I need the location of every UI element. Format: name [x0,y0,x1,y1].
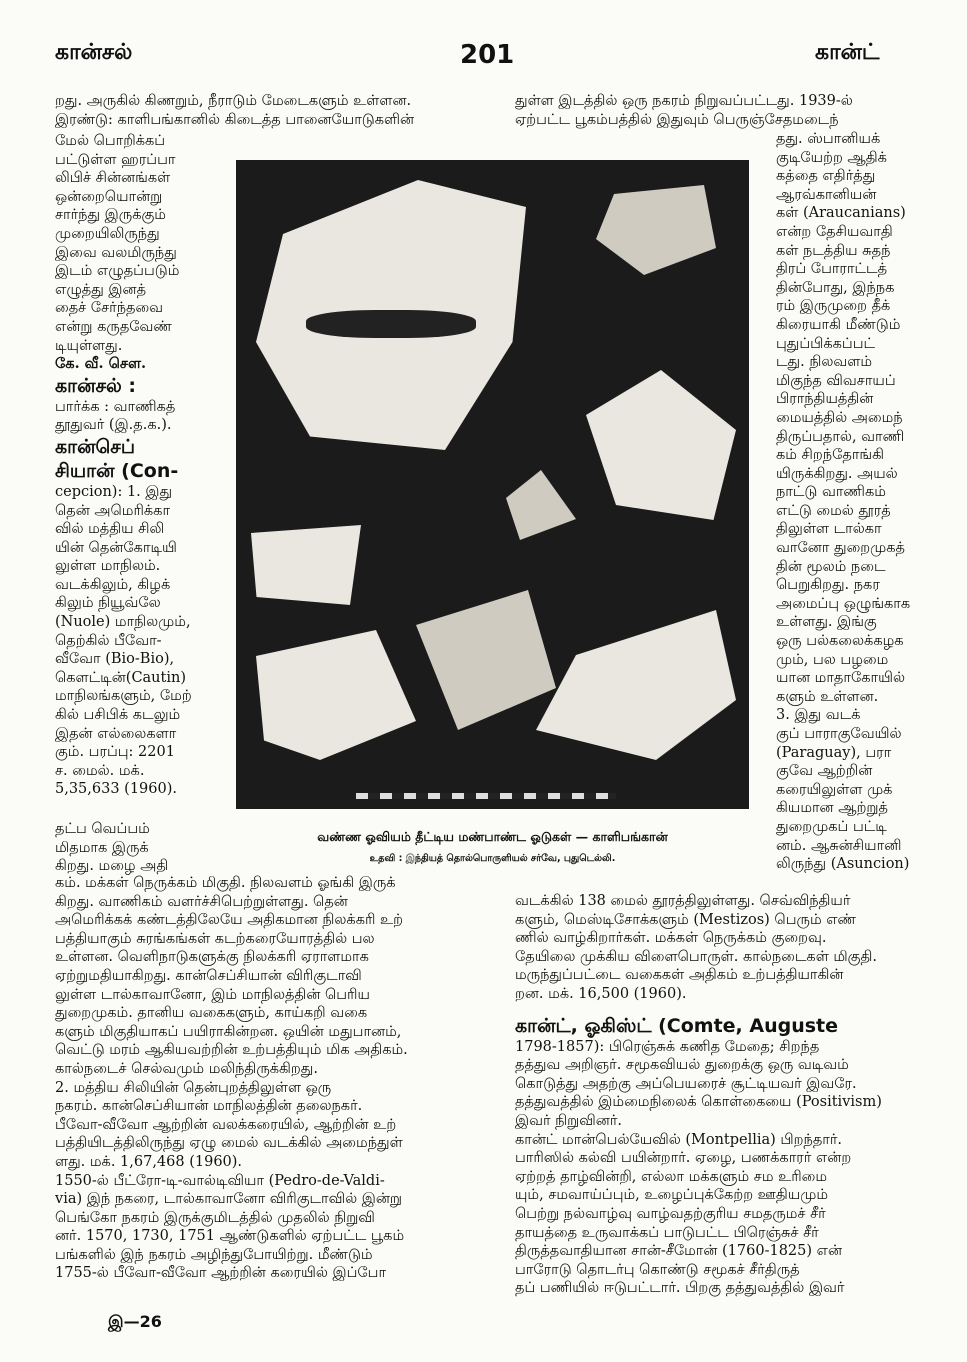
text-line: பார்க்க : வாணிகத் [55,398,176,415]
text-line: நகரம். கான்செப்சியான் மாநிலத்தின் தலைநகர். [55,1098,363,1115]
text-line: தேயிலை முக்கிய விளைபொருள். கால்நடைகள் மிகுதி. [515,948,877,965]
text-line: தின்போது, இந்நக [776,279,895,296]
text-line: மருந்துப்பட்டை வகைகள் அதிகம் உற்பத்தியாகின் [515,967,844,984]
text-line: களும், மெஸ்டிசோக்களும் (Mestizos) பெரும் எண் [515,911,856,928]
text-line: திலுள்ள டால்கா [776,521,882,538]
small-shard-top-right [596,185,716,275]
text-line: இவர் நிறுவினர். [515,1112,623,1129]
small-triangle-shard [506,470,576,540]
text-line: தது. ஸ்பானியக் [776,131,881,147]
text-line: கிலும் நியூவ்லே [55,595,161,612]
text-line: திருத்தவாதியான சான்-சீமோன் (1760-1825) என் [515,1243,843,1260]
text-line: ஒன்றையொன்று [55,188,163,205]
signature-mark: இ—26 [108,1312,162,1331]
text-line: வானோ துறைமுகத் [776,540,905,557]
text-line: டது. நிலவளம் [776,354,873,371]
text-line: பெங்கோ நகரம் இருக்குமிடத்தில் முதலில் நிறுவி [55,1209,375,1226]
left-column-narrow-text-2 [55,820,225,876]
text-line: என்று கருதவேண் [55,318,172,335]
running-header-left: கான்சல் [55,40,133,65]
text-line: இரண்டு: காளிபங்கானில் கிடைத்த பானையோடுகளின் [55,111,415,128]
shard-bottom-left [256,630,416,760]
text-line: யும், சமவாய்ப்பும், உழைப்புக்கேற்ற ஊதியமும் [515,1187,829,1204]
text-line: இடம் எழுதப்படும் [55,263,180,280]
running-header-right: கான்ட் [815,40,880,65]
text-line: களும் உள்ளன. [776,688,879,705]
text-line: பீவோ-வீவோ ஆற்றின் வலக்கரையில், ஆற்றின் உற் [55,1116,397,1133]
text-line: வீவோ (Bio-Bio), [55,651,175,668]
text-line: சியான் (Con- [55,459,179,482]
text-line: கியமான ஆற்றுத் [776,800,888,817]
text-line: சார்ந்து இருக்கும் [55,207,166,224]
text-line: கும். பரப்பு: 2201 [55,744,175,761]
left-column-top-text [55,92,495,129]
text-line: டியுள்ளது. [55,337,123,354]
text-line: எட்டு மைல் தூரத் [776,502,891,519]
text-line: பாரிஸில் கல்வி பயின்றார். ஏழை, பணக்காரர் என்ற [515,1150,852,1167]
text-line: ஏற்பட்ட பூகம்பத்தில் இதுவும் பெருஞ்சேதமடைந் [515,111,839,128]
text-line: கம். மக்கள் நெருக்கம் மிகுதி. நிலவளம் ஓங்கி இருக் [55,875,396,891]
text-line: யின் தென்கோடியி [55,539,177,556]
text-line: மிதமாக இருக் [55,839,149,856]
text-line: கில் பசிபிக் கடலும் [55,707,181,724]
text-line: என்ற தேசியவாதி [776,223,893,240]
text-line: 1798-1857): பிரெஞ்சுக் கணித மேதை; சிறந்த [515,1038,820,1055]
text-line: கள் நடத்திய சுதந் [776,242,891,259]
text-line: கான்செப் [55,435,135,458]
text-line: ச. மைல். மக். [55,762,145,779]
text-line: றன. மக். 16,500 (1960). [515,985,687,1002]
text-line: புதுப்பிக்கப்பட் [776,335,876,352]
page-number: 201 [460,40,515,70]
text-line: அமெரிக்கக் கண்டத்திலேயே அதிகமான நிலக்கரி உற் [55,912,404,929]
text-line: கள் (Araucanians) [776,205,906,222]
right-column-narrow-text [776,130,936,874]
paraguay-continuation [515,892,935,1004]
text-line: பெற்று நல்வாழ்வு வாழ்வதற்குரிய சமதருமச் சீர் [515,1205,826,1222]
text-line: தத்துவ அறிஞர். சமூகவியல் துறைக்கு ஒரு வடிவம் [515,1057,849,1074]
text-line: வில் மத்திய சிலி [55,521,165,538]
text-line: தூதுவர் (இ.த.க.). [55,417,172,434]
text-line: ளது. மக். 1,67,468 (1960). [55,1153,243,1170]
text-line: (Nuole) மாநிலமும், [55,614,191,631]
shard-painting-mark [306,310,476,338]
text-line: கம் சிறந்தோங்கி [776,447,884,464]
text-line: லுள்ள மாநிலம். [55,558,161,575]
text-line: களும் மிகுதியாகப் பயிராகின்றன. ஒயின் மதுபானம், [55,1023,402,1040]
text-line: நாட்டு வாணிகம் [776,484,886,501]
text-line: கத்தை எதிர்த்து [776,168,876,185]
text-line: cepcion): 1. இது [55,483,173,500]
right-column-bottom-text [515,892,935,1298]
text-line: யிருக்கிறது. அயல் [776,465,898,482]
shard-right-middle [586,370,736,520]
text-line: ஆரவ்கானியன் [776,186,877,203]
text-line: கால்நடைச் செல்வமும் மலிந்திருக்கிறது. [55,1060,318,1077]
text-line: கொடுத்து அதற்கு அப்பெயரைச் சூட்டியவர் இவரே. [515,1075,857,1092]
text-line: குப் பாராகுவேயில் [776,726,902,742]
text-line: லிபிச் சின்னங்கள் [55,170,171,187]
text-line: தென் அமெரிக்கா [55,502,171,519]
pottery-shards-photo [236,160,749,809]
shard-left [251,525,361,605]
text-line: தட்ப வெப்பம் [55,821,150,837]
text-line: பத்தியிடத்திலிருந்து ஏழு மைல் வடக்கில் அமைந்துள் [55,1135,403,1152]
text-line: கான்ட் மான்பெல்யேவில் (Montpellia) பிறந்தார். [515,1131,843,1148]
text-line: மும், பல பழமை [776,651,889,668]
text-line: பங்களில் இந் நகரம் அழிந்துபோயிற்று. மீண்டும் [55,1246,373,1263]
text-line: குடியேற்ற ஆதிக் [776,149,887,166]
text-line: வடக்கிலும், கிழக் [55,576,171,593]
text-line: கௌட்டின்(Cautin) [55,669,186,686]
text-line: கரையிலுள்ள முக் [776,781,893,798]
text-line: திருப்பதால், வாணி [776,428,905,445]
text-line: via) இந் நகரை, டால்காவானோ விரிகுடாவில் இன்று [55,1191,403,1208]
text-line: ஏற்றுமதியாகிறது. கான்செப்சியான் விரிகுடாவி [55,967,362,984]
text-line: குவே ஆற்றின் [776,763,873,780]
text-line: பாரோடு தொடர்பு கொண்டு சமூகச் சீர்திருத் [515,1261,800,1278]
text-line: ணில் வாழ்கிறார்கள். மக்கள் நெருக்கம் குறைவு. [515,930,827,947]
figure-credit: உதவி : இந்தியத் தொல்பொருளியல் சர்வே, புதுடெல்லி. [369,853,616,864]
left-column-narrow-text [55,132,225,799]
text-line: உள்ளன. வெளிநாடுகளுக்கு நிலக்கரி ஏராளமாக [55,949,369,966]
text-line: இதன் எல்லைகளா [55,725,177,742]
comte-heading: கான்ட், ஓகிஸ்ட் (Comte, Auguste [515,1014,839,1037]
text-line: ஏற்றத் தாழ்வின்றி, எல்லா மக்களும் சம உரிமை [515,1168,828,1185]
text-line: கே. வீ. செள. [55,355,147,373]
text-line: எழுத்து இனத் [55,281,147,298]
shard-bottom-right [536,610,736,760]
text-line: பட்டுள்ள ஹரப்பா [55,151,176,168]
text-line: (Paraguay), பரா [776,744,892,761]
text-line: தத்துவத்தில் இம்மைநிலைக் கொள்கையை (Positivism) [515,1094,882,1111]
text-line: வடக்கில் 138 மைல் தூரத்திலுள்ளது. செவ்விந்தியர் [515,893,851,909]
text-line: ஒரு பல்கலைக்கழக [776,633,904,650]
text-line: திரப் போராட்டத் [776,261,888,278]
text-line: அமைப்பு ஒழுங்காக [776,595,911,612]
text-line: மேல் பொறிக்கப் [55,133,166,149]
text-line: தைச் சேர்ந்தவை [55,300,164,317]
text-line: றது. அருகில் கிணறும், நீராடும் மேடைகளும் உள்ளன. [55,93,412,109]
text-line: கிறது. மழை அதி [55,858,169,875]
text-line: துறைமுகப் பட்டி [776,818,887,835]
text-line: கான்சல் : [55,374,137,397]
text-line: கிறது. வாணிகம் வளர்ச்சிபெற்றுள்ளது. தென் [55,893,348,910]
text-line: 3. இது வடக் [776,707,861,724]
text-line: 1755-ல் பீவோ-வீவோ ஆற்றின் கரையில் இப்போ [55,1265,387,1282]
text-line: இவை வலமிருந்து [55,244,177,261]
right-column-top-text [515,92,935,129]
text-line: 1550-ல் பீட்ரோ-டி-வால்டிவியா (Pedro-de-Valdi- [55,1172,385,1189]
text-line: கிரையாகி மீண்டும் [776,316,901,333]
text-line: தின் மூலம் நடை [776,558,886,575]
text-line: தாயத்தை உருவாக்கப் பாடுபட்ட பிரெஞ்சுச் சீர் [515,1224,819,1241]
figure-caption: வண்ண ஓவியம் தீட்டிய மண்பாண்ட ஓடுகள் — காளிபங்கான் [317,829,668,844]
text-line: வெட்டு மரம் ஆகியவற்றின் உற்பத்தியும் மிக அதிகம். [55,1042,408,1059]
text-line: மிகுந்த விவசாயப் [776,372,896,389]
scale-bar [356,793,616,799]
text-line: உள்ளது. இங்கு [776,614,877,631]
text-line: 5,35,633 (1960). [55,781,178,798]
text-line: முறையிலிருந்து [55,225,160,242]
text-line: லுள்ள டால்காவானோ, இம் மாநிலத்தின் பெரிய [55,986,370,1003]
text-line: துள்ள இடத்தில் ஒரு நகரம் நிறுவப்பட்டது. 1939-ல் [515,93,853,109]
text-line: னம். ஆசுன்சியானி [776,837,902,854]
text-line: மாநிலங்களும், மேற் [55,688,192,705]
text-line: பிராந்தியத்தின் [776,391,874,408]
text-line: பத்தியாகும் சுரங்கங்கள் கடற்கரையோரத்தில் பல [55,930,375,947]
text-line: பெறுகிறது. நகர [776,577,880,594]
text-line: 2. மத்திய சிலியின் தென்புறத்திலுள்ள ஒரு [55,1079,332,1096]
left-column-bottom-text [55,874,495,1283]
text-line: னர். 1570, 1730, 1751 ஆண்டுகளில் ஏற்பட்ட பூகம் [55,1228,405,1245]
comte-article-text [515,1038,935,1298]
text-line: லிருந்து (Asuncion) [776,856,910,873]
text-line: துறைமுகம். தானிய வகைகளும், காய்கறி வகை [55,1005,368,1022]
text-line: தெற்கில் பீவோ- [55,632,162,649]
text-line: மையத்தில் அமைந் [776,409,903,426]
text-line: ரம் இருமுறை தீக் [776,298,891,315]
text-line: யான மாதாகோயில் [776,670,906,687]
shard-center-bottom [416,590,556,730]
text-line: தப் பணியில் ஈடுபட்டார். பிறகு தத்துவத்தில் இவர் [515,1280,845,1297]
